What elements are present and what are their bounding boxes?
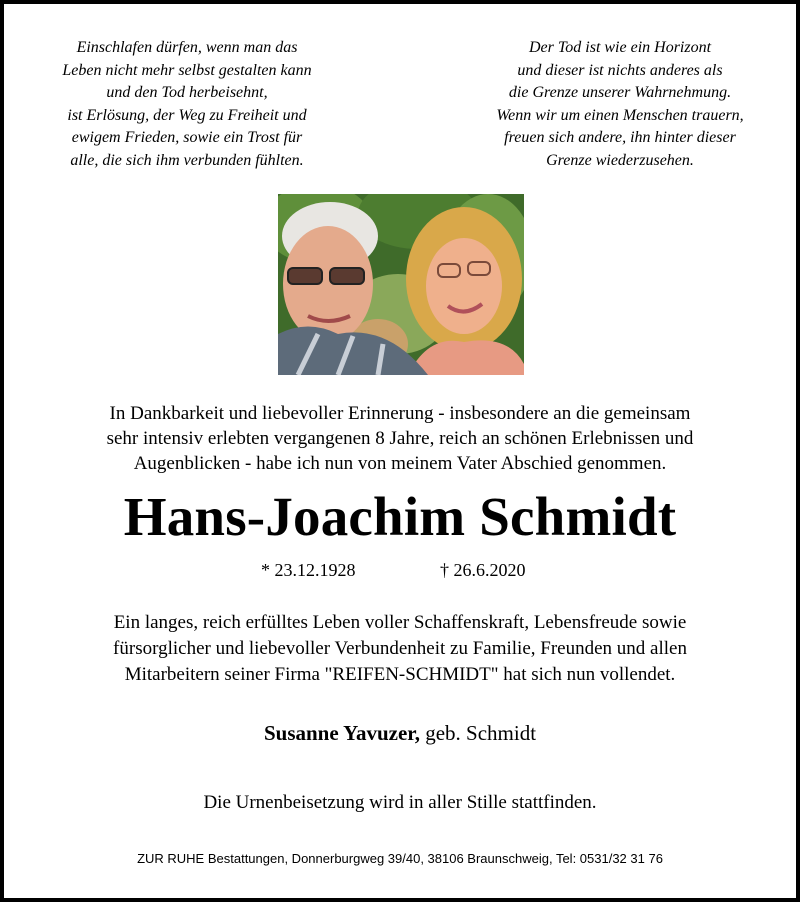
- intro-line: sehr intensiv erlebten vergangenen 8 Jahre, reich an schönen Erlebnissen und: [106, 428, 694, 449]
- signature-name: Susanne Yavuzer,: [263, 721, 420, 745]
- verse-line: die Grenze unserer Wahrnehmung.: [508, 84, 732, 101]
- tribute-line: Ein langes, reich erfülltes Leben voller Schaffenskraft, Lebensfreude sowie: [113, 612, 687, 633]
- signature: [4, 719, 796, 747]
- verse-line: freuen sich andere, ihn hinter dieser: [504, 129, 736, 146]
- funeral-home-footer: ZUR RUHE Bestattungen, Donnerburgweg 39/40, 38106 Braunschweig, Tel: 0531/32 31 76: [137, 851, 663, 866]
- verse-line: und den Tod herbeisehnt,: [106, 84, 268, 101]
- verse-line: Einschlafen dürfen, wenn man das: [76, 39, 298, 56]
- verse-line: Leben nicht mehr selbst gestalten kann: [62, 61, 312, 79]
- tribute-line: Mitarbeitern seiner Firma "REIFEN-SCHMIDT" hat sich nun vollendet.: [124, 664, 676, 685]
- life-dates: [4, 557, 796, 583]
- signature-suffix: geb. Schmidt: [425, 721, 537, 745]
- verse-line: ewigem Frieden, sowie ein Trost für: [71, 129, 303, 146]
- verse-left: [22, 37, 352, 172]
- intro-line: Augenblicken - habe ich nun von meinem Vater Abschied genommen.: [133, 453, 667, 474]
- portrait-photo: [278, 194, 524, 375]
- verse-line: und dieser ist nichts anderes als: [517, 61, 723, 79]
- tribute-line: fürsorglicher und liebevoller Verbundenheit zu Familie, Freunden und allen: [113, 638, 687, 659]
- verse-line: alle, die sich ihm verbunden fühlten.: [70, 151, 304, 169]
- verse-line: Der Tod ist wie ein Horizont: [528, 39, 712, 56]
- verse-line: ist Erlösung, der Weg zu Freiheit und: [67, 106, 307, 124]
- tribute-text: [4, 610, 796, 688]
- intro-line: In Dankbarkeit und liebevoller Erinnerung - insbesondere an die gemeinsam: [109, 403, 691, 424]
- deceased-name: Hans-Joachim Schmidt: [123, 486, 677, 547]
- birth-date: * 23.12.1928: [261, 560, 356, 580]
- verse-right: [455, 37, 785, 172]
- verse-line: Grenze wiederzusehen.: [546, 151, 694, 169]
- verse-line: Wenn wir um einen Menschen trauern,: [496, 106, 744, 124]
- death-date: † 26.6.2020: [440, 560, 526, 580]
- burial-notice: Die Urnenbeisetzung wird in aller Stille stattfinden.: [203, 792, 597, 813]
- intro-text: [4, 401, 796, 476]
